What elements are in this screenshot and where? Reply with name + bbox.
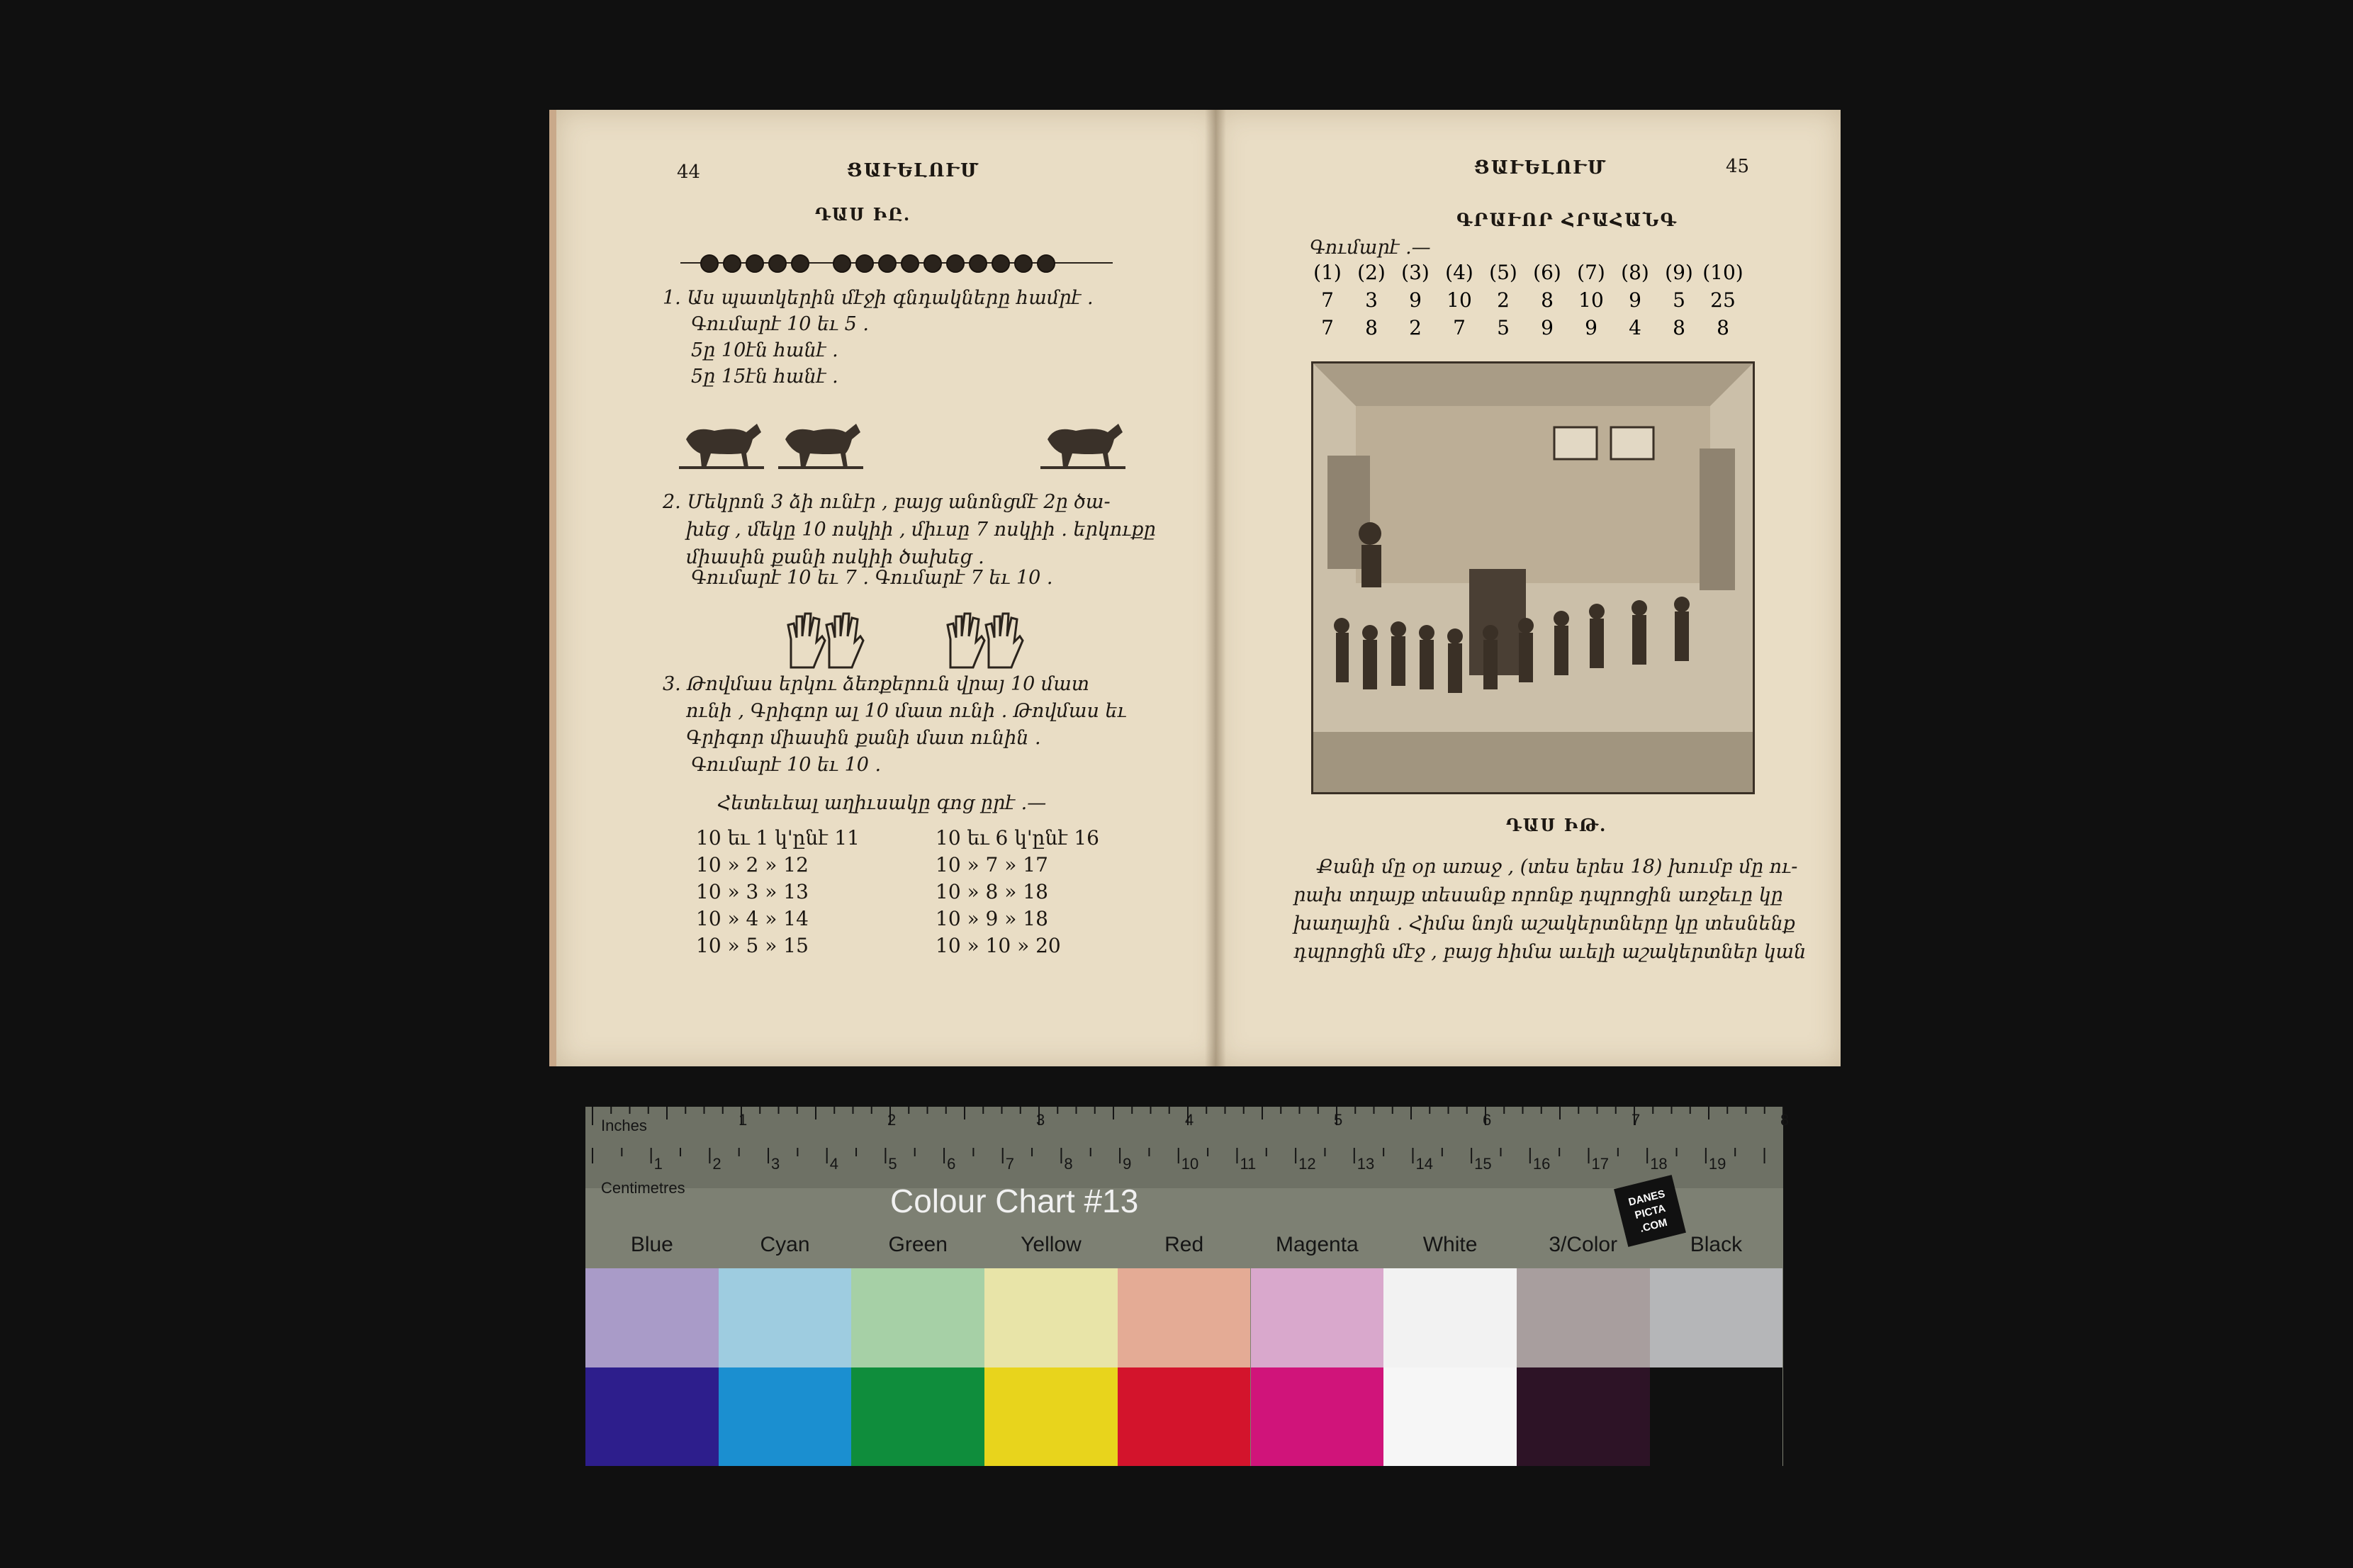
horse-icon	[679, 411, 764, 471]
swatch-label: White	[1422, 1233, 1478, 1256]
hands-icon	[785, 611, 863, 671]
bead-icon	[700, 254, 719, 273]
table-row: 10 » 4 » 14	[696, 907, 809, 930]
addend: 5	[1673, 288, 1685, 312]
cm-number: 14	[1415, 1155, 1433, 1173]
swatch-dark	[1517, 1367, 1650, 1466]
swatch-dark	[1383, 1367, 1517, 1466]
cm-number: 12	[1298, 1155, 1316, 1173]
addend: 7	[1321, 316, 1334, 339]
text-line: Գումարէ 10 եւ 7 . Գումարէ 7 եւ 10 .	[691, 567, 1053, 589]
exercise-grid	[1305, 261, 1745, 339]
addend: 9	[1629, 288, 1641, 312]
cm-number: 17	[1591, 1155, 1609, 1173]
bead-icon	[768, 254, 787, 273]
table-row: 10 » 3 » 13	[696, 880, 809, 903]
horse-icon	[778, 411, 863, 471]
left-page-number: 44	[677, 162, 701, 183]
exercise-number: (10)	[1702, 261, 1743, 284]
left-running-head: ՑԱՒԵԼՈՒՄ	[847, 160, 980, 181]
swatch-dark	[719, 1367, 852, 1466]
swatch-dark	[1251, 1367, 1384, 1466]
swatch-label: Yellow	[1021, 1233, 1082, 1256]
table-row: 10 եւ 6 կ'ընէ 16	[936, 826, 1099, 850]
text-line: 5ը 10էն հանէ .	[691, 339, 838, 361]
exercise-number: (3)	[1401, 261, 1430, 284]
addend: 10	[1447, 288, 1472, 312]
table-row: 10 » 10 » 20	[936, 934, 1061, 957]
text-line: խեց , մեկը 10 ոսկիի , միւսը 7 ոսկիի . երկուքը	[686, 519, 1156, 541]
addend: 8	[1365, 316, 1378, 339]
inch-number: 6	[1483, 1111, 1492, 1129]
exercise-number: (1)	[1313, 261, 1342, 284]
ruler	[585, 1107, 1790, 1188]
inch-number: 8	[1780, 1111, 1790, 1129]
right-title: ԳՐԱՒՈՐ ՀՐԱՀԱՆԳ	[1456, 210, 1678, 230]
bead-icon	[746, 254, 764, 273]
swatch-light	[1118, 1268, 1251, 1367]
swatch-label: 3/Color	[1549, 1233, 1618, 1256]
cm-number: 19	[1708, 1155, 1726, 1173]
cm-number: 2	[712, 1155, 721, 1173]
addend: 8	[1717, 316, 1729, 339]
text-line: դպրոցին մէջ , բայց հիմա աւելի աշակերտներ կան	[1293, 941, 1807, 963]
text-line: Հետեւեալ աղիւսակը գոց ըրէ .—	[717, 792, 1047, 814]
swatch-label: Cyan	[760, 1233, 810, 1256]
cm-number: 7	[1005, 1155, 1014, 1173]
swatch-label: Blue	[630, 1233, 673, 1256]
inch-number: 4	[1185, 1111, 1194, 1129]
swatch-label: Black	[1690, 1233, 1743, 1256]
colour-chart	[585, 1107, 1790, 1466]
swatch-light	[719, 1268, 852, 1367]
swatch-light	[851, 1268, 984, 1367]
text-line: Քանի մը օր առաջ , (տես երես 18) խումբ մը ու-	[1317, 856, 1798, 878]
addend: 9	[1541, 316, 1554, 339]
cm-number: 5	[888, 1155, 897, 1173]
exercise-number: (8)	[1621, 261, 1649, 284]
addend: 10	[1578, 288, 1604, 312]
bead-icon	[1037, 254, 1055, 273]
swatch-light	[1383, 1268, 1517, 1367]
cm-number: 13	[1357, 1155, 1375, 1173]
addend: 4	[1629, 316, 1641, 339]
inch-number: 2	[887, 1111, 897, 1129]
swatch-dark	[851, 1367, 984, 1466]
exercise-number: (7)	[1577, 261, 1605, 284]
swatch-label: Green	[888, 1233, 948, 1256]
addend: 8	[1541, 288, 1554, 312]
swatch-light	[1517, 1268, 1650, 1367]
swatch-light	[1251, 1268, 1384, 1367]
cm-number: 4	[829, 1155, 838, 1173]
swatch-dark	[984, 1367, 1118, 1466]
addend: 2	[1497, 288, 1510, 312]
cm-number: 6	[947, 1155, 956, 1173]
cm-number: 9	[1123, 1155, 1132, 1173]
swatch-dark	[1118, 1367, 1251, 1466]
bead-icon	[791, 254, 809, 273]
exercise-prompt: Գումարէ .—	[1310, 237, 1431, 259]
ruler-ticks	[585, 1107, 1790, 1188]
swatch-dark	[585, 1367, 719, 1466]
bead-icon	[1014, 254, 1033, 273]
text-line: Գումարէ 10 եւ 5 .	[691, 313, 869, 335]
table-row: 10 » 2 » 12	[696, 853, 809, 876]
exercise-number: (4)	[1445, 261, 1473, 284]
table-row: 10 » 9 » 18	[936, 907, 1048, 930]
table-row: 10 » 7 » 17	[936, 853, 1048, 876]
inches-label: Inches	[601, 1117, 647, 1134]
bead-icon	[946, 254, 965, 273]
cm-number: 10	[1181, 1155, 1199, 1173]
bead-icon	[992, 254, 1010, 273]
swatch-light	[984, 1268, 1118, 1367]
horse-icon	[1040, 411, 1125, 471]
table-row: 10 » 8 » 18	[936, 880, 1048, 903]
bead-icon	[923, 254, 942, 273]
text-line: միասին քանի ոսկիի ծախեց .	[686, 546, 984, 568]
bead-icon	[833, 254, 851, 273]
table-row: 10 եւ 1 կ'ընէ 11	[696, 826, 860, 850]
danes-picta-logo: DANES PICTA .COM	[1614, 1175, 1686, 1247]
book-gutter	[1205, 110, 1226, 1066]
inch-number: 1	[739, 1111, 748, 1129]
text-line: 1. Աս պատկերին մէջի գնդակները համրէ .	[663, 287, 1094, 309]
bead-icon	[901, 254, 919, 273]
cm-number: 1	[653, 1155, 663, 1173]
inch-number: 5	[1334, 1111, 1343, 1129]
text-line: Գրիգոր միասին քանի մատ ունին .	[686, 727, 1041, 749]
text-line: խաղային . Հիմա նոյն աշակերտները կը տեսնենք	[1293, 913, 1795, 935]
bead-icon	[855, 254, 874, 273]
right-page-number: 45	[1726, 156, 1750, 177]
addend: 7	[1453, 316, 1466, 339]
bead-icon	[723, 254, 741, 273]
cm-number: 16	[1532, 1155, 1551, 1173]
exercise-number: (9)	[1665, 261, 1693, 284]
addend: 5	[1497, 316, 1510, 339]
cm-number: 18	[1650, 1155, 1668, 1173]
text-line: Գումարէ 10 եւ 10 .	[691, 754, 882, 776]
cm-number: 3	[771, 1155, 780, 1173]
centimetres-label: Centimetres	[601, 1179, 685, 1197]
swatch-label: Red	[1164, 1233, 1204, 1256]
addend: 8	[1673, 316, 1685, 339]
exercise-number: (5)	[1489, 261, 1517, 284]
right-lesson-title: ԴԱՍ ԻԹ.	[1506, 815, 1607, 835]
text-line: րախ տղայք տեսանք որոնք դպրոցին առջեւը կը	[1293, 884, 1783, 906]
cm-number: 8	[1064, 1155, 1073, 1173]
text-line: ունի , Գրիգոր ալ 10 մատ ունի . Թովմաս եւ	[686, 700, 1127, 722]
exercise-number: (2)	[1357, 261, 1386, 284]
exercise-number: (6)	[1533, 261, 1561, 284]
bead-icon	[969, 254, 987, 273]
hands-icon	[945, 611, 1023, 671]
swatch-light	[1650, 1268, 1783, 1367]
text-line: 3. Թովմաս երկու ձեռքերուն վրայ 10 մատ	[663, 673, 1089, 695]
text-line: 5ը 15էն հանէ .	[691, 366, 838, 388]
table-row: 10 » 5 » 15	[696, 934, 809, 957]
inch-number: 3	[1036, 1111, 1045, 1129]
addend: 2	[1409, 316, 1422, 339]
bead-icon	[878, 254, 897, 273]
bead-row	[680, 252, 1113, 273]
swatch-light	[585, 1268, 719, 1367]
text-line: 2. Մեկրոն 3 ձի ունէր , բայց անոնցմէ 2ը ծա-	[663, 491, 1111, 513]
right-running-head: ՑԱՒԵԼՈՒՄ	[1474, 157, 1607, 179]
cm-number: 11	[1240, 1155, 1257, 1173]
inch-number: 7	[1632, 1111, 1641, 1129]
swatch-dark	[1650, 1367, 1783, 1466]
addend: 9	[1409, 288, 1422, 312]
classroom-engraving	[1311, 361, 1755, 794]
cm-number: 15	[1474, 1155, 1492, 1173]
addend: 7	[1321, 288, 1334, 312]
chart-title: Colour Chart #13	[890, 1183, 1139, 1219]
swatch-label: Magenta	[1275, 1233, 1359, 1256]
addend: 25	[1710, 288, 1736, 312]
addend: 3	[1365, 288, 1378, 312]
left-lesson-title: ԴԱՍ ԻԸ.	[815, 204, 911, 225]
addend: 9	[1585, 316, 1597, 339]
